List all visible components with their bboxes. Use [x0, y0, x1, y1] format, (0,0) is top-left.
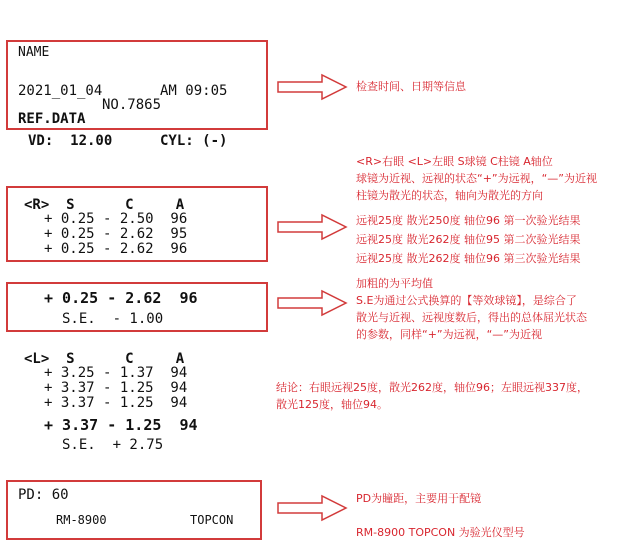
left-eye-average: + 3.37 - 1.25 94: [44, 416, 198, 434]
left-eye-row-2: + 3.37 - 1.25 94: [44, 380, 188, 396]
right-eye-row-3: + 0.25 - 2.62 96: [44, 241, 188, 257]
annotation-se-line-2: 散光与近视、远视度数后，得出的总体屈光状态: [356, 311, 587, 324]
vd-value: VD: 12.00: [28, 133, 113, 149]
left-eye-se: S.E. + 2.75: [62, 437, 164, 453]
annotation-average-note: 加粗的为平均值: [356, 277, 433, 290]
right-eye-row-2: + 0.25 - 2.62 95: [44, 226, 188, 242]
annotation-sphere-note: 球镜为近视、远视的状态“+”为远视，“—”为近视: [356, 172, 598, 185]
annotation-legend-title: <R>右眼 <L>左眼 S球镜 C柱镜 A轴位: [356, 155, 553, 168]
annotation-se-line-1: S.E为通过公式换算的【等效球镜】，是综合了: [356, 294, 577, 307]
annotation-time-date: 检查时间、日期等信息: [356, 80, 466, 93]
pd-value: PD: 60: [18, 487, 69, 503]
annotation-conclusion-2: 散光125度，轴位94。: [276, 398, 388, 411]
right-eye-header: <R> S C A: [24, 197, 185, 213]
arrow-right-icon: [276, 212, 348, 242]
left-eye-header: <L> S C A: [24, 351, 185, 367]
arrow-right-icon: [276, 493, 348, 523]
cyl-value: CYL: (-): [160, 133, 228, 149]
annotation-se-line-3: 的参数，同样“+”为远视，“—”为近视: [356, 328, 543, 341]
left-eye-row-1: + 3.25 - 1.37 94: [44, 365, 188, 381]
annotation-conclusion-1: 结论：右眼远视25度，散光262度，轴位96；左眼远视337度，: [276, 381, 588, 394]
right-eye-se: S.E. - 1.00: [62, 311, 164, 327]
arrow-right-icon: [276, 72, 348, 102]
arrow-right-icon: [276, 288, 348, 318]
annotation-result-1: 远视25度 散光250度 轴位96 第一次验光结果: [356, 214, 581, 227]
device-brand: TOPCON: [190, 513, 234, 527]
annotation-result-2: 远视25度 散光262度 轴位95 第二次验光结果: [356, 233, 581, 246]
record-number: NO.7865: [102, 97, 162, 113]
device-model: RM-8900: [56, 513, 107, 527]
ref-data-label: REF.DATA: [18, 111, 86, 127]
annotation-pd-note: PD为瞳距，主要用于配镜: [356, 492, 482, 505]
exam-date: 2021_01_04: [18, 83, 103, 99]
annotation-model-note: RM-8900 TOPCON 为验光仪型号: [356, 526, 525, 539]
right-eye-average: + 0.25 - 2.62 96: [44, 289, 198, 307]
annotation-result-3: 远视25度 散光262度 轴位96 第三次验光结果: [356, 252, 581, 265]
annotation-cylinder-note: 柱镜为散光的状态，轴向为散光的方向: [356, 189, 543, 202]
exam-time: AM 09:05: [160, 83, 228, 99]
name-label: NAME: [18, 45, 50, 60]
right-eye-row-1: + 0.25 - 2.50 96: [44, 211, 188, 227]
left-eye-row-3: + 3.37 - 1.25 94: [44, 395, 188, 411]
